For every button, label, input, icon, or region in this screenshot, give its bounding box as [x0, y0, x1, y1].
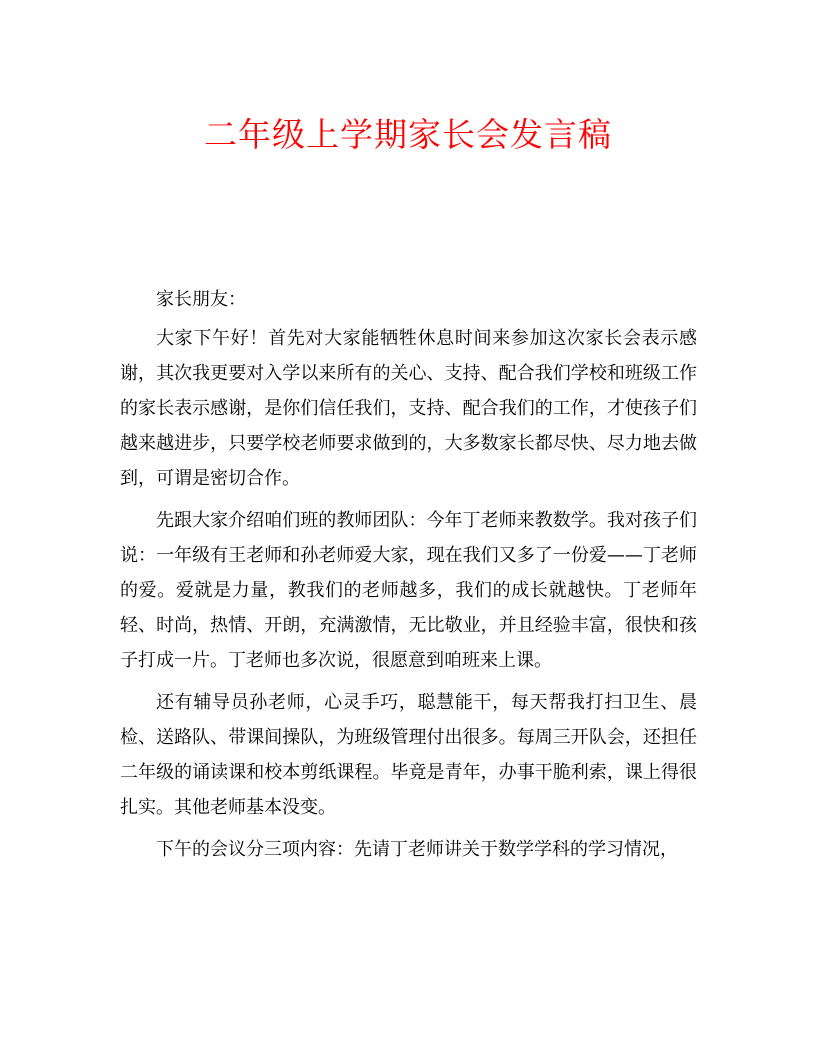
- paragraph-meeting-agenda: 下午的会议分三项内容：先请丁老师讲关于数学学科的学习情况，: [156, 839, 678, 860]
- paragraph-counselor: 还有辅导员孙老师，心灵手巧，聪慧能干，每天帮我打扫卫生、晨检、送路队、带课间操队，为班级管理付出很多。每周三开队会，还担任二年级的诵读课和校本剪纸课程。毕竟是青年，办事干脆利索，课上得很扎实。其他老师基本没变。: [120, 692, 697, 818]
- paragraph-teacher-team: 先跟大家介绍咱们班的教师团队：今年丁老师来教数学。我对孩子们说：一年级有王老师和孙老师爱大家，现在我们又多了一份爱——丁老师的爱。爱就是力量，教我们的老师越多，我们的成长就越快。丁老师年轻、时尚，热情、开朗，充满激情，无比敬业，并且经验丰富，很快和孩子打成一片。丁老师也多次说，很愿意到咱班来上课。: [120, 510, 697, 671]
- document-title: 二年级上学期家长会发言稿: [204, 115, 612, 154]
- document-body: [120, 282, 697, 874]
- paragraph-thanks: 大家下午好！首先对大家能牺牲休息时间来参加这次家长会表示感谢，其次我更要对入学以来所有的关心、支持、配合我们学校和班级工作的家长表示感谢，是你们信任我们，支持、配合我们的工作，才使孩子们越来越进步，只要学校老师要求做到的，大多数家长都尽快、尽力地去做到，可谓是密切合作。: [120, 328, 697, 489]
- paragraph-greeting: 家长朋友：: [156, 289, 246, 310]
